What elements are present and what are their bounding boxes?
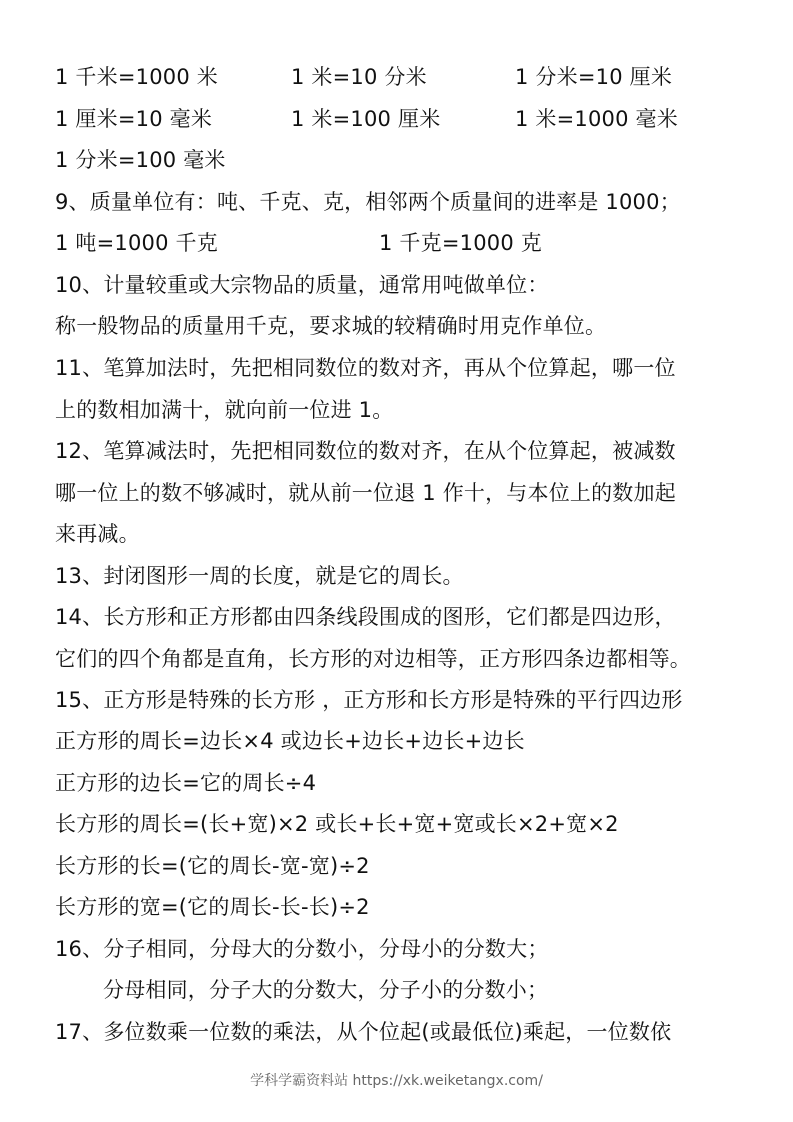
item-10-line-1: 10、计量较重或大宗物品的质量，通常用吨做单位： [55,273,549,297]
item-16-line-2-text: 分母相同，分子大的分数大，分子小的分数小； [103,978,549,1002]
rectangle-perimeter-formula: 长方形的周长=(长+宽)×2 或长+长+宽+宽或长×2+宽×2 [55,812,619,836]
square-perimeter-formula: 正方形的周长=边长×4 或边长+边长+边长+边长 [55,729,525,753]
unit-conversion-row-3: 1 分米=100 毫米 [55,148,226,172]
item-14-line-1: 14、长方形和正方形都由四条线段围成的图形，它们都是四边形， [55,605,676,629]
item-11-line-1: 11、笔算加法时，先把相同数位的数对齐，再从个位算起，哪一位 [55,356,676,380]
conversion-km-m: 1 千米=1000 米 [55,65,218,89]
item-10-line-2: 称一般物品的质量用千克，要求城的较精确时用克作单位。 [55,314,607,338]
square-side-formula: 正方形的边长=它的周长÷4 [55,771,317,795]
item-11-line-2: 上的数相加满十，就向前一位进 1。 [55,398,394,422]
rectangle-width-formula: 长方形的宽=(它的周长-长-长)÷2 [55,895,370,919]
item-12-line-1: 12、笔算减法时，先把相同数位的数对齐，在从个位算起，被减数 [55,439,676,463]
conversion-m-mm: 1 米=1000 毫米 [515,107,678,131]
item-15-line-1: 15、正方形是特殊的长方形 ，正方形和长方形是特殊的平行四边形 [55,688,683,712]
item-12-line-2: 哪一位上的数不够减时，就从前一位退 1 作十，与本位上的数加起 [55,481,676,505]
item-16-line-1: 16、分子相同，分母大的分数小，分母小的分数大； [55,937,549,961]
item-17-line-1: 17、多位数乘一位数的乘法，从个位起(或最低位)乘起，一位数依 [55,1020,672,1044]
conversion-dm-cm: 1 分米=10 厘米 [515,65,673,89]
conversion-cm-mm: 1 厘米=10 毫米 [55,107,213,131]
rectangle-length-formula: 长方形的长=(它的周长-宽-宽)÷2 [55,854,370,878]
footer-watermark: 学科学霸资料站 https://xk.weiketangx.com/ [250,1073,543,1089]
conversion-m-dm: 1 米=10 分米 [291,65,427,89]
conversion-t-kg: 1 吨=1000 千克 [55,231,218,255]
conversion-m-cm: 1 米=100 厘米 [291,107,441,131]
item-12-line-3: 来再减。 [55,522,140,546]
item-13: 13、封闭图形一周的长度，就是它的周长。 [55,564,464,588]
conversion-kg-g: 1 千克=1000 克 [379,231,542,255]
item-14-line-2: 它们的四个角都是直角，长方形的对边相等，正方形四条边都相等。 [55,647,691,671]
item-9: 9、质量单位有：吨、千克、克，相邻两个质量间的进率是 1000； [55,190,681,214]
